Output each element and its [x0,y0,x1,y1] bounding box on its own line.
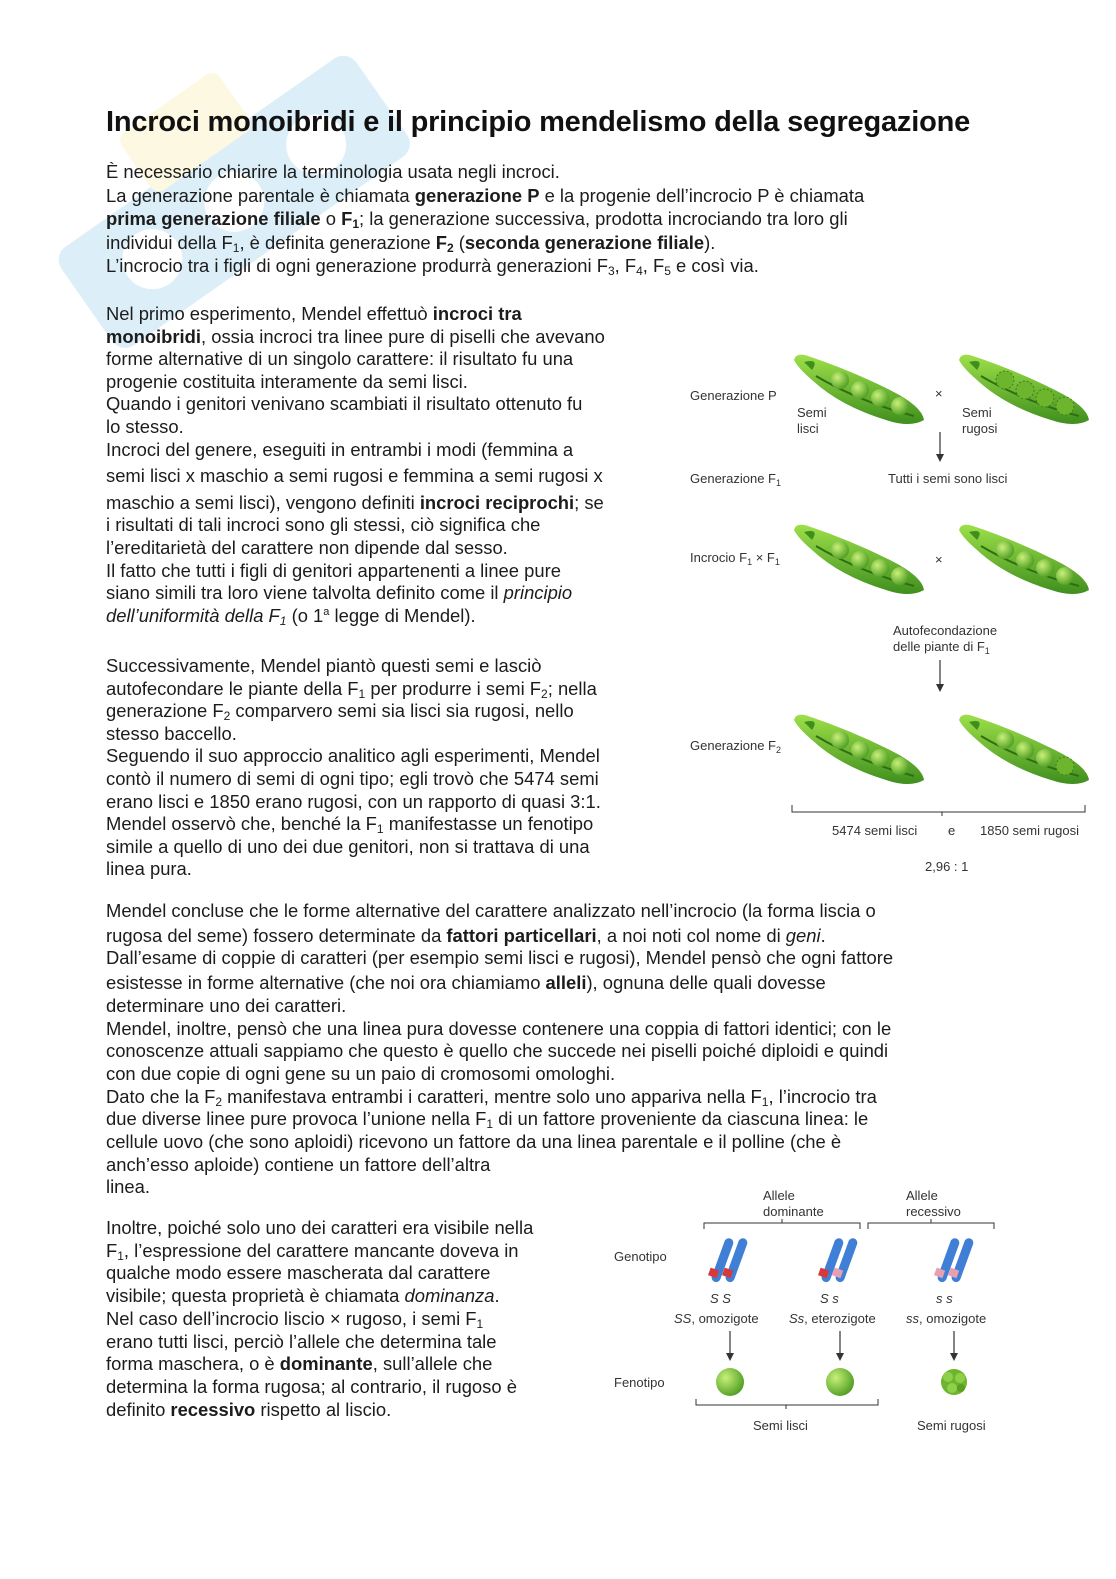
smooth-pea-icon [826,1368,854,1396]
intro-line: La generazione parentale è chiamata generazione P e la progenie dell’incrocio P è chiamata [106,184,865,206]
intro-paragraph [106,160,864,278]
text-line: Dato che la $F_2$ manifestava entrambi i caratteri, mentre solo uno appariva nella $F_1$, l’incrocio tra [106,1085,877,1109]
text-line: contò il numero di semi di ogni tipo; egli trovò che 5474 semi [106,767,599,789]
text-line: simile a quello di uno dei due genitori, non si trattava di una [106,835,590,857]
text-line: rugosa del seme) fossero determinate da fattori particellari, a noi noti col nome di geni. [106,924,826,946]
times-symbol: × [935,552,943,567]
gen-p-label: Generazione P [690,388,777,403]
svg-text:Semi: Semi [797,405,827,420]
text-line: erano lisci e 1850 erano rugosi, con un rapporto di quasi 3:1. [106,790,601,812]
text-line: siano simili tra loro viene talvolta definito come il principio [106,582,573,604]
text-line: lo stesso. [106,415,184,437]
gen-f1-label: Generazione $F_1$ [690,471,782,488]
pod-smooth-icon [794,715,924,784]
svg-text:SS, omozigote: SS, omozigote [674,1311,759,1326]
text-line: stesso baccello. [106,722,237,744]
dominance-paragraph [106,1217,596,1421]
text-line: esistesse in forme alternative (che noi ora chiamiamo alleli), ognuna delle quali dovesse [106,972,826,994]
count-wrinkled: 1850 semi rugosi [980,823,1079,838]
cross-f1-label: Incrocio $F_1 \times F_1$ [690,550,780,567]
pod-smooth-icon [794,525,924,594]
pod-mixed-icon [959,715,1089,784]
text-line: definito recessivo rispetto al liscio. [106,1398,392,1420]
gen-f2-label: Generazione $F_2$ [690,738,782,755]
text-line: Il fatto che tutti i figli di genitori appartenenti a linee pure [106,559,561,581]
text-line: Nel caso dell’incrocio liscio × rugoso, i semi $F_1$ [106,1307,484,1331]
genotype-phenotype-figure [606,1185,1006,1445]
factors-paragraph [106,900,893,1199]
text-line: i risultati di tali incroci sono gli stessi, ciò significa che [106,514,541,536]
svg-text:delle piante di F1: delle piante di $F_1$ [893,639,990,656]
text-line: Mendel concluse che le forme alternative del carattere analizzato nell’incrocio (la forma liscia o [106,900,876,921]
text-line: cellule uovo (che sono aploidi) ricevono un fattore da una linea parentale e il polline (che è [106,1131,842,1153]
svg-text:S S: S S [710,1291,731,1306]
text-line: Mendel, inoltre, pensò che una linea pura dovesse contenere una coppia di fattori identici; con le [106,1017,892,1039]
text-line: linea. [106,1176,150,1198]
mendel-experiment-paragraph [106,303,666,627]
svg-text:e: e [948,823,956,838]
text-line: generazione $F_2$ comparvero semi sia lisci sia rugosi, nello [106,700,574,724]
text-line: Seguendo il suo approccio analitico agli esperimenti, Mendel [106,745,600,767]
wrinkled-pea-icon [941,1369,967,1395]
genotype-label: Genotipo [614,1249,667,1264]
svg-text:Ss, eterozigote: Ss, eterozigote [789,1311,876,1326]
text-line: Mendel osservò che, benché la $F_1$ manifestasse un fenotipo [106,813,594,837]
text-line: dell’uniformità della $F_1$ (o 1$^a$ legge di Mendel). [106,604,476,628]
text-line: Quando i genitori venivano scambiati il risultato ottenuto fu [106,393,583,415]
svg-text:Allele: Allele [906,1188,938,1203]
f2-paragraph [106,655,666,881]
text-line: forma maschera, o è dominante, sull’allele che [106,1353,493,1375]
intro-line: individui della $F_1$, è definita generazione $F_2$ (seconda generazione filiale). [106,231,716,255]
intro-line: prima generazione filiale o $F_1$; la generazione successiva, prodotta incrociando tra loro gli [106,208,848,232]
svg-text:Autofecondazione: Autofecondazione [893,623,998,638]
chromosome-pair-icon [708,1237,749,1283]
text-line: con due copie di ogni gene su un paio di cromosomi omologhi. [106,1062,616,1084]
ratio-label: 2,96 : 1 [925,859,969,874]
text-line: Inoltre, poiché solo uno dei caratteri era visibile nella [106,1217,534,1238]
text-line: progenie costituita interamente da semi lisci. [106,370,468,392]
page-title: Incroci monoibridi e il principio mendelismo della segregazione [106,106,971,138]
svg-text:Generazione P [690,388,777,403]
text-line: autofecondare le piante della $F_1$ per produrre i semi $F_2$; nella [106,677,597,701]
chromosome-pair-icon [934,1237,975,1283]
text-line: semi lisci x maschio a semi rugosi e femmina a semi rugosi x [106,465,603,487]
svg-text:Allele: Allele [763,1188,795,1203]
intro-line: È necessario chiarire la terminologia usata negli incroci. [106,161,560,182]
svg-text:Semi: Semi [962,405,992,420]
mendel-cross-figure [680,340,1100,885]
text-line: determina la forma rugosa; al contrario, il rugoso è [106,1375,517,1397]
text-line: conoscenze attuali sappiamo che questo è quello che succede nei piselli poiché diploidi e quindi [106,1040,889,1062]
smooth-pea-icon [716,1368,744,1396]
pod-smooth-icon [959,525,1089,594]
text-line: anch’esso aploide) contiene un fattore dell’altra [106,1153,491,1175]
all-smooth-label: Tutti i semi sono lisci [888,471,1008,486]
text-line: erano tutti lisci, perciò l’allele che determina tale [106,1330,497,1352]
svg-text:rugosi: rugosi [962,421,998,436]
text-line: maschio a semi lisci), vengono definiti incroci reciprochi; se [106,491,604,513]
text-line: linea pura. [106,858,192,880]
chromosome-pair-icon [818,1237,859,1283]
text-line: qualche modo essere mascherata dal carattere [106,1262,491,1284]
semi-lisci-label: Semi lisci [753,1418,808,1433]
times-symbol: × [935,386,943,401]
intro-line: L’incrocio tra i figli di ogni generazione produrrà generazioni $F_3$, $F_4$, $F_5$ e così via. [106,255,759,279]
text-line: visibile; questa proprietà è chiamata dominanza. [106,1285,500,1307]
text-line: monoibridi, ossia incroci tra linee pure di piselli che avevano [106,325,605,347]
svg-text:S s: S s [820,1291,839,1306]
text-line: forme alternative di un singolo carattere: il risultato fu una [106,348,574,370]
phenotype-label: Fenotipo [614,1375,665,1390]
svg-text:lisci: lisci [797,421,819,436]
count-smooth: 5474 semi lisci [832,823,918,838]
svg-text:dominante: dominante [763,1204,824,1219]
text-line: Incroci del genere, eseguiti in entrambi i modi (femmina a [106,438,574,460]
text-line: $F_1$, l’espressione del carattere mancante doveva in [106,1239,519,1263]
semi-rugosi-label: Semi rugosi [917,1418,986,1433]
svg-text:recessivo: recessivo [906,1204,961,1219]
text-line: due diverse linee pure provoca l’unione nella $F_1$ di un fattore proveniente da ciascuna linea: le [106,1108,869,1132]
text-line: determinare uno dei caratteri. [106,994,347,1016]
svg-text:s s: s s [936,1291,953,1306]
text-line: Dall’esame di coppie di caratteri (per esempio semi lisci e rugosi), Mendel pensò che ogni fattore [106,947,894,969]
text-line: Successivamente, Mendel piantò questi semi e lasciò [106,655,542,676]
text-line: Nel primo esperimento, Mendel effettuò incroci tra [106,303,522,324]
text-line: l’ereditarietà del carattere non dipende dal sesso. [106,536,508,558]
svg-text:ss, omozigote: ss, omozigote [906,1311,987,1326]
